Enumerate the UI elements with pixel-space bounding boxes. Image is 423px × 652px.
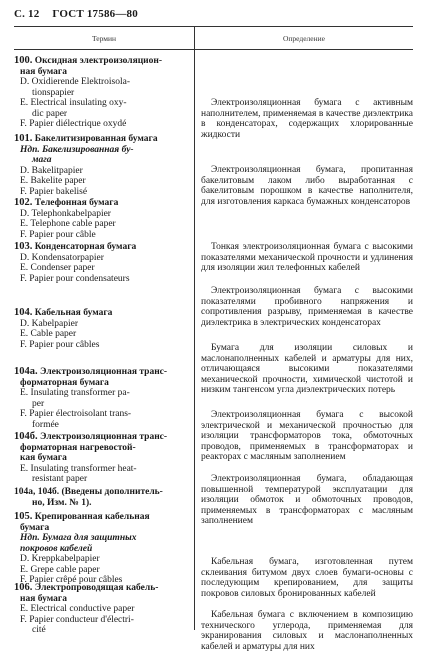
term-alt: E. Telephone cable paper [20, 219, 116, 229]
term-number: 104. [14, 307, 33, 318]
term-title: Электроизоляционная транс- [40, 367, 168, 377]
page-header [14, 8, 138, 20]
term-alt: D. Kreppkabelpapier [20, 554, 100, 564]
column-header-definition: Определение [195, 27, 414, 50]
term-ndp-cont: покровов кабелей [20, 543, 93, 554]
term-number: 102. [14, 197, 33, 208]
term-entry-104b [14, 432, 190, 485]
term-entry-100 [14, 56, 190, 130]
term-number: 104а. [14, 366, 38, 377]
term-alt: F. Papier pour câble [20, 229, 96, 240]
term-alt: E. Insulating transformer pa- [20, 388, 130, 398]
term-alt: F. Papier crêpé pour câbles [20, 575, 123, 585]
term-entry-102 [14, 198, 190, 240]
definition-104a: Электроизоляционная бумага с высокой электрической и механической прочностью для изоляции трансформаторов тока, обмоточных проводов, применяемых в трансформаторах и реакторах с масляным заполнением [201, 410, 413, 462]
term-alt: D. Kondensatorpapier [20, 252, 104, 263]
term-title-cont: бумага [20, 522, 50, 533]
terms-table [14, 26, 413, 652]
term-entry-105 [14, 512, 190, 586]
definition-103: Электроизоляционная бумага с высокими показателями пробивного напряжения и сопротивления разрыву, применяемая в качестве диэлектрика в электрических конденсаторах [201, 286, 413, 328]
term-number: 100. [14, 55, 33, 66]
term-entry-106 [14, 583, 190, 636]
term-alt: E. Grepe cable paper [20, 564, 100, 575]
term-number: 103. [14, 241, 33, 252]
definition-104: Бумага для изоляции силовых и маслонаполненных кабелей и арматуры для них, отличающаяся высокими показателями механической прочности, химической чистотой и низким тангенсом угла диэлектрических потерь [201, 343, 413, 395]
column-header-term: Термин [14, 27, 195, 50]
term-alt: E. Electrical conductive paper [20, 604, 135, 614]
term-alt: dic paper [32, 108, 68, 119]
term-alt: D. Oxidierende Elektroisola- [20, 77, 131, 87]
term-entry-104 [14, 308, 190, 350]
term-alt: D. Bakelitpapier [20, 165, 83, 176]
term-alt: E. Insulating transformer heat- [20, 463, 137, 474]
terms-column [14, 50, 195, 635]
term-title: Бакелитизированная бумага [34, 134, 158, 144]
term-ndp: Ндп. Бакелизированная бу- [20, 144, 134, 155]
term-title: Кабельная бумага [34, 308, 113, 318]
term-ndp-cont: мага [32, 155, 52, 165]
term-alt: cité [32, 625, 46, 635]
term-alt: D. Telephonkabelpapier [20, 208, 111, 219]
term-alt: F. Papier pour condensateurs [20, 273, 130, 284]
term-alt: F. Papier diélectrique oxydé [20, 119, 127, 129]
term-alt: per [32, 398, 45, 409]
term-entry-101 [14, 134, 190, 197]
term-title: Крепированная кабельная [34, 512, 150, 522]
term-number: 105. [14, 511, 33, 522]
term-number: 101. [14, 133, 33, 144]
term-title: Электроизоляционная транс- [40, 432, 168, 442]
term-title: Оксидная электроизоляцион- [34, 56, 163, 66]
term-alt: F. Papier bakelisé [20, 186, 88, 197]
term-entry-103 [14, 242, 190, 284]
term-entry-104a [14, 367, 190, 430]
term-alt: tionspapier [32, 87, 75, 98]
term-alt: formée [32, 419, 59, 430]
term-number: 104б. [14, 431, 38, 442]
definition-105: Кабельная бумага, изготовленная путем склеивания битумом двух слоев бумаги-основы с последующим крепированием, для защиты покровов силовых бронированных кабелей [201, 557, 413, 599]
term-alt: E. Electrical insulating oxy- [20, 98, 127, 108]
term-alt: D. Kabelpapier [20, 318, 79, 329]
amendment-note [14, 487, 190, 508]
amendment-note-cont: но, Изм. № 1). [32, 497, 92, 508]
term-ndp: Ндп. Бумага для защитных [20, 533, 137, 543]
definitions-column [195, 50, 414, 652]
term-alt: E. Cable paper [20, 329, 77, 339]
term-title-cont: кая бумага [20, 453, 67, 463]
term-alt: resistant paper [32, 474, 88, 484]
term-title: Телефонная бумага [34, 198, 119, 208]
standard-title: ГОСТ 17586—80 [52, 8, 138, 20]
term-title: Конденсаторная бумага [34, 242, 137, 252]
page-number: С. 12 [14, 8, 40, 20]
term-title-cont: форматорная нагревостой- [20, 442, 136, 453]
definition-101: Электроизоляционная бумага, пропитанная бакелитовым лаком либо выработанная с бакелитовым порошком в качестве наполнителя, для изготовления каркаса бумажных конденсаторов [201, 165, 413, 207]
amendment-note-text: 104а, 104б. (Введены дополнитель- [14, 487, 163, 497]
term-alt: F. Papier pour câbles [20, 339, 100, 350]
term-number: 106. [14, 582, 33, 593]
definition-100: Электроизоляционная бумага с активным наполнителем, применяемая в качестве диэлектрика в конденсаторах, содержащих хлорированные жидкости [201, 98, 413, 140]
term-title: Электропроводящая кабель- [34, 583, 159, 593]
term-alt: F. Papier électroisolant trans- [20, 409, 132, 419]
term-alt: E. Bakelite paper [20, 176, 86, 186]
term-alt: F. Papier conducteur d'électri- [20, 614, 134, 625]
term-alt: E. Condenser paper [20, 263, 95, 273]
definition-104b: Электроизоляционная бумага, обладающая повышенной температурой эксплуатации для изоляции обмоток и обмоточных проводов, применяемых в трансформаторах с масляным заполнением [201, 474, 413, 526]
term-title-cont: ная бумага [20, 66, 67, 77]
definition-106: Кабельная бумага с включением в композицию технического углерода, применяемая для экранирования силовых и маслонаполненных кабелей и арматуры для них [201, 610, 413, 652]
definition-102: Тонкая электроизоляционная бумага с высокими показателями механической прочности и удлинения для изоляции жил телефонных кабелей [201, 242, 413, 273]
term-title-cont: форматорная бумага [20, 377, 109, 388]
term-title-cont: ная бумага [20, 593, 67, 604]
